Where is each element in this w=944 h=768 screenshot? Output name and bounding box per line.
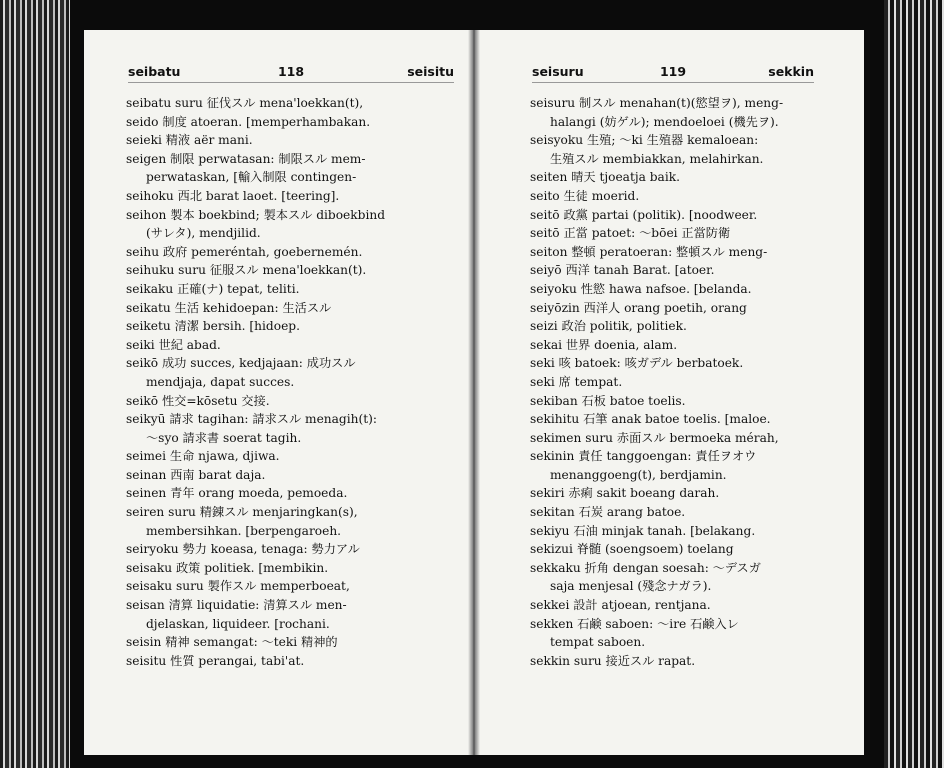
dictionary-entry-line: seido 制度 atoeran. [memperhambakan.: [126, 114, 371, 129]
dictionary-entry-line: seiki 世紀 abad.: [126, 337, 221, 352]
left-header-last-word: seisitu: [407, 64, 454, 79]
dictionary-entry-line: seisuru 制スル menahan(t)(慾望ヲ), meng-: [530, 96, 784, 110]
dictionary-entry-line: seiten 晴天 tjoeatja baik.: [530, 170, 680, 185]
dictionary-entry-line: seisaku 政策 politiek. [membikin.: [126, 560, 329, 575]
dictionary-entry-line: sekiban 石板 batoe toelis.: [530, 393, 686, 408]
right-page-number: 119: [659, 64, 687, 79]
dictionary-entry-line: (サレタ), mendjilid.: [146, 226, 261, 241]
dictionary-entry-line: 生殖スル membiakkan, melahirkan.: [550, 151, 764, 166]
dictionary-entry-line: seinan 西南 barat daja.: [126, 467, 266, 482]
dictionary-entry-line: seiton 整頓 peratoeran: 整頓スル meng-: [530, 244, 768, 259]
book-edge-right: [884, 0, 944, 768]
dictionary-entry-line: sekimen suru 赤面スル bermoeka mérah,: [530, 430, 779, 445]
left-running-head: [128, 64, 454, 83]
dictionary-entry-line: sekkin suru 接近スル rapat.: [530, 653, 696, 668]
dictionary-entry-line: halangi (妨ゲル); mendoeloei (機先ヲ).: [550, 114, 779, 129]
dictionary-entry-line: sekitan 石炭 arang batoe.: [530, 505, 686, 520]
dictionary-entry-line: seimei 生命 njawa, djiwa.: [126, 449, 280, 464]
dictionary-entry-line: seizi 政治 politik, politiek.: [530, 319, 687, 334]
dictionary-entry-line: seikō 性交=kōsetu 交接.: [126, 393, 270, 408]
dictionary-entry-line: seiketu 清潔 bersih. [hidoep.: [126, 319, 300, 334]
dictionary-entry-line: seiyoku 性慾 hawa nafsoe. [belanda.: [530, 281, 752, 296]
dictionary-entry-line: seitō 政黨 partai (politik). [noodweer.: [530, 207, 758, 222]
dictionary-entry-line: seisaku suru 製作スル memperboeat,: [126, 579, 350, 594]
dictionary-entry-line: seihuku suru 征服スル mena'loekkan(t).: [126, 263, 367, 278]
dictionary-entry-line: seiyō 西洋 tanah Barat. [atoer.: [530, 263, 715, 278]
dictionary-entry-line: sekken 石鹸 saboen: ～ire 石鹸入レ: [530, 616, 739, 631]
dictionary-entry-line: sekkei 設計 atjoean, rentjana.: [530, 598, 711, 613]
right-running-head: [532, 64, 814, 83]
dictionary-entry-line: seihon 製本 boekbind; 製本スル diboekbind: [126, 207, 386, 222]
dictionary-entry-line: menanggoeng(t), berdjamin.: [550, 467, 727, 482]
dictionary-entry-line: seiren suru 精錬スル menjaringkan(s),: [126, 505, 358, 520]
dictionary-entry-line: seki 席 tempat.: [530, 374, 623, 389]
dictionary-entry-line: seitō 正當 patoet: ～bōei 正當防衛: [530, 226, 731, 241]
dictionary-entry-line: djelaskan, liquideer. [rochani.: [146, 616, 330, 631]
dictionary-entry-line: seigen 制限 perwatasan: 制限スル mem-: [126, 151, 366, 166]
dictionary-entry-line: seihu 政府 pemeréntah, goebernemén.: [126, 244, 363, 259]
dictionary-entry-line: sekiri 赤痢 sakit boeang darah.: [530, 486, 720, 501]
dictionary-entry-line: sekinin 責任 tanggoengan: 責任ヲオウ: [530, 449, 757, 464]
right-header-last-word: sekkin: [768, 64, 814, 79]
dictionary-entry-line: ～syo 請求書 soerat tagih.: [146, 430, 302, 445]
dictionary-entry-line: seiryoku 勢力 koeasa, tenaga: 勢力アル: [126, 542, 360, 557]
left-page: [84, 30, 468, 755]
dictionary-entry-line: sekkaku 折角 dengan soesah: ～デスガ: [530, 560, 761, 575]
dictionary-entry-line: seki 咳 batoek: 咳ガデル berbatoek.: [530, 356, 744, 371]
dictionary-entry-line: sekizui 脊髄 (soengsoem) toelang: [530, 542, 734, 557]
dictionary-entry-line: seikaku 正確(ナ) tepat, teliti.: [126, 281, 300, 296]
dictionary-entry-line: sekai 世界 doenia, alam.: [530, 337, 678, 352]
dictionary-entry-line: seikyū 請求 tagihan: 請求スル menagih(t):: [126, 412, 377, 427]
dictionary-entry-line: seito 生徒 moerid.: [530, 188, 640, 203]
left-header-first-word: seibatu: [128, 64, 181, 79]
dictionary-entry-line: seinen 青年 orang moeda, pemoeda.: [126, 486, 348, 501]
right-entry-list: [530, 94, 822, 670]
dictionary-entry-line: seiyōzin 西洋人 orang poetih, orang: [530, 300, 747, 315]
right-page: [480, 30, 864, 755]
dictionary-entry-line: sekiyu 石油 minjak tanah. [belakang.: [530, 523, 756, 538]
book-edge-left: [0, 0, 70, 768]
book-gutter: [468, 30, 480, 755]
dictionary-entry-line: sekihitu 石筆 anak batoe toelis. [maloe.: [530, 412, 771, 427]
dictionary-entry-line: perwataskan, [輸入制限 contingen-: [146, 170, 357, 185]
dictionary-entry-line: seisan 清算 liquidatie: 清算スル men-: [126, 598, 347, 613]
dictionary-entry-line: saja menjesal (殘念ナガラ).: [550, 579, 712, 594]
dictionary-entry-line: seisitu 性質 perangai, tabi'at.: [126, 653, 305, 668]
dictionary-entry-line: seikō 成功 succes, kedjajaan: 成功スル: [126, 356, 356, 371]
dictionary-entry-line: seisin 精神 semangat: ～teki 精神的: [126, 635, 338, 650]
dictionary-entry-line: seieki 精液 aër mani.: [126, 133, 253, 148]
left-page-number: 118: [277, 64, 305, 79]
right-header-first-word: seisuru: [532, 64, 584, 79]
dictionary-entry-line: mendjaja, dapat succes.: [146, 374, 295, 389]
dictionary-entry-line: seihoku 西北 barat laoet. [teering].: [126, 188, 340, 203]
dictionary-entry-line: tempat saboen.: [550, 635, 646, 650]
dictionary-entry-line: seikatu 生活 kehidoepan: 生活スル: [126, 300, 332, 315]
dictionary-entry-line: membersihkan. [berpengaroeh.: [146, 523, 342, 538]
left-entry-list: [126, 94, 456, 670]
dictionary-entry-line: seibatu suru 征伐スル mena'loekkan(t),: [126, 96, 364, 110]
dictionary-entry-line: seisyoku 生殖; ～ki 生殖器 kemaloean:: [530, 133, 759, 148]
